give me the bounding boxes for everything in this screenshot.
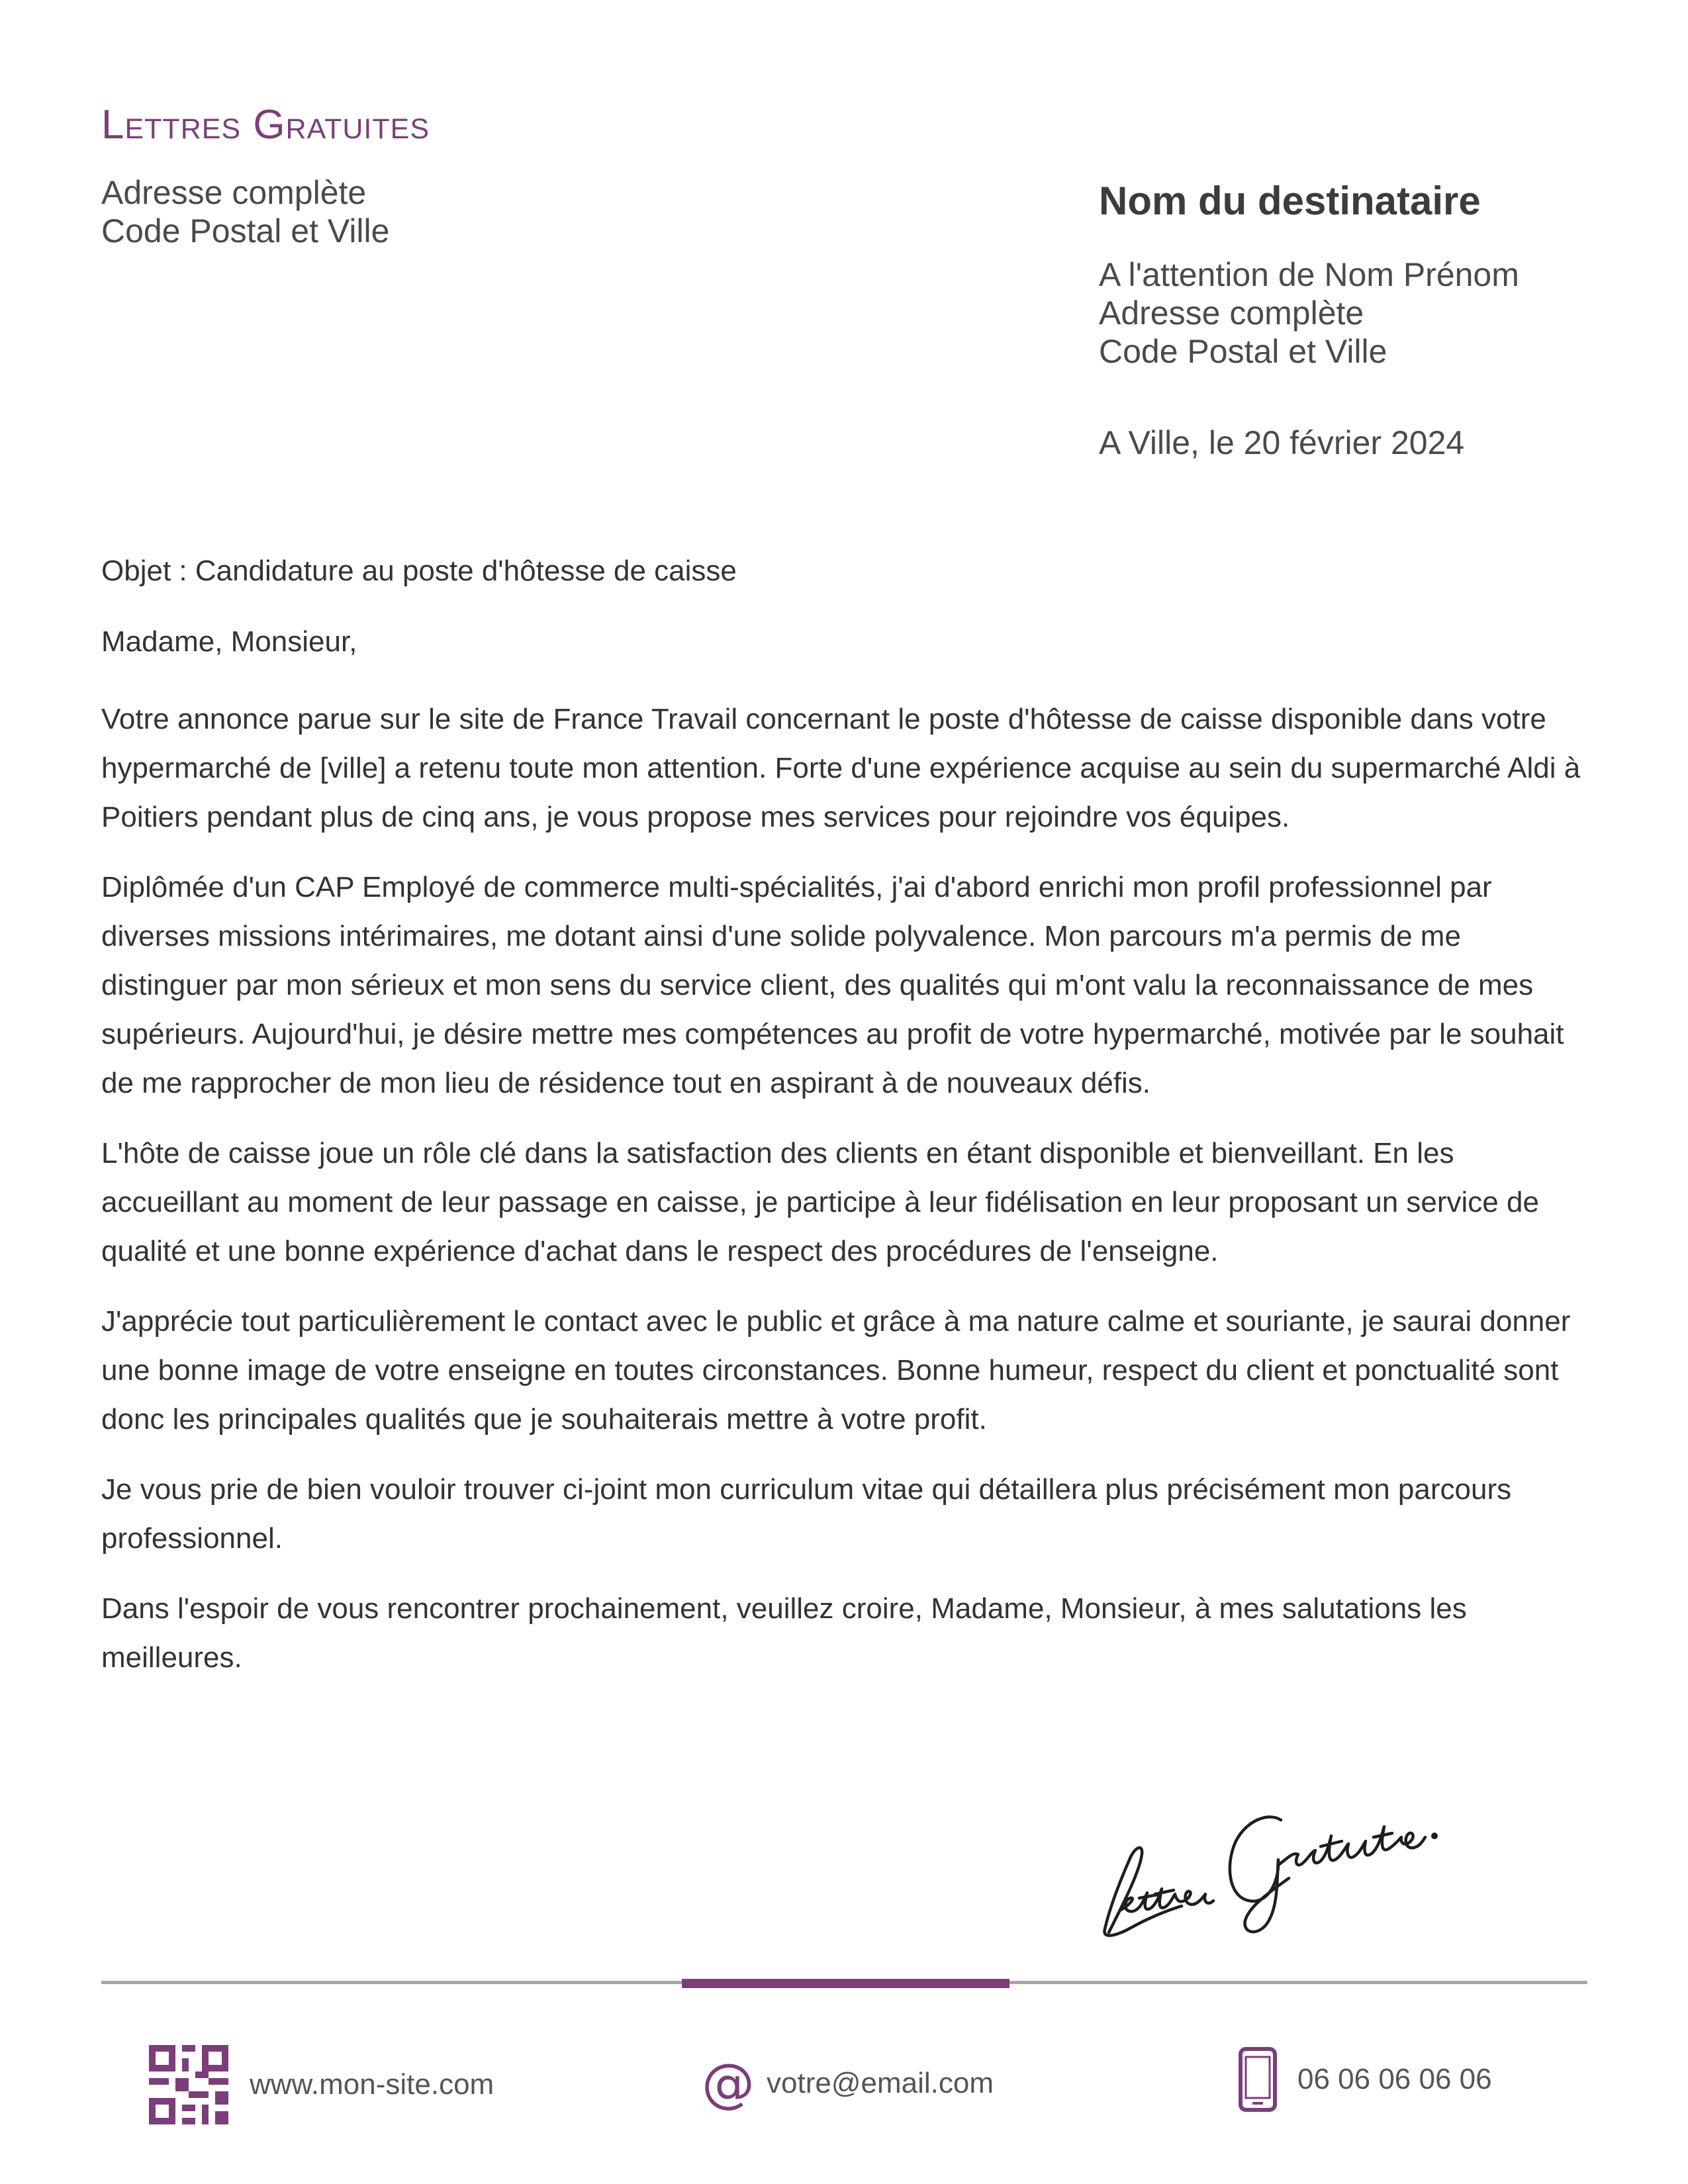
qr-code-icon — [149, 2045, 228, 2124]
footer-divider-accent — [682, 1979, 1009, 1988]
footer-email — [702, 2052, 994, 2114]
sender-address-line2: Code Postal et Ville — [101, 212, 390, 250]
sender-address — [101, 173, 389, 250]
email-text[interactable]: votre@email.com — [767, 2067, 994, 2099]
website-text[interactable]: www.mon-site.com — [250, 2068, 494, 2101]
body-paragraph: Votre annonce parue sur le site de France Travail concernant le poste d'hôtesse de caisse disponible dans votre hypermarché de [ville] a retenu toute mon attention. Forte d'une expérience acquise au sein du supermarché Aldi à Poitiers pendant plus de cinq ans, je vous propose mes services pour rejoindre vos équipes. — [101, 703, 1581, 833]
signature-image — [1096, 1780, 1440, 1942]
body-paragraph: J'apprécie tout particulièrement le contact avec le public et grâce à ma nature calme et souriante, je saurai donner une bonne image de votre enseigne en toutes circonstances. Bonne humeur, respect du client et ponctualité sont donc les principales qualités que je souhaiterais mettre à votre profit. — [101, 1305, 1571, 1435]
recipient-block — [1099, 176, 1628, 371]
body-paragraph: Je vous prie de bien vouloir trouver ci-joint mon curriculum vitae qui détaillera plus précisément mon parcours professionnel. — [101, 1473, 1512, 1555]
recipient-address-line2: Code Postal et Ville — [1099, 333, 1387, 370]
sender-name: Lettres Gratuites — [101, 102, 430, 148]
letter-object: Objet : Candidature au poste d'hôtesse de caisse — [101, 555, 737, 587]
signature-dot — [1431, 1833, 1438, 1839]
footer-website — [149, 2045, 494, 2124]
body-paragraph: L'hôte de caisse joue un rôle clé dans la satisfaction des clients en étant disponible et bienveillant. En les accueillant au moment de leur passage en caisse, je participe à leur fidélisation en leur proposant un service de qualité et une bonne expérience d'achat dans le respect des procédures de l'enseigne. — [101, 1137, 1539, 1267]
at-sign-icon: @ — [702, 2052, 755, 2114]
body-paragraph: Dans l'espoir de vous rencontrer prochainement, veuillez croire, Madame, Monsieur, à mes salutations les meilleures. — [101, 1592, 1467, 1674]
smartphone-icon — [1238, 2046, 1278, 2113]
recipient-name: Nom du destinataire — [1099, 179, 1481, 223]
letter-salutation: Madame, Monsieur, — [101, 625, 357, 658]
sender-address-line1: Adresse complète — [101, 174, 367, 211]
letter-date: A Ville, le 20 février 2024 — [1099, 424, 1465, 461]
phone-text[interactable]: 06 06 06 06 06 — [1297, 2063, 1492, 2095]
recipient-attention: A l'attention de Nom Prénom — [1099, 256, 1519, 293]
recipient-address-line1: Adresse complète — [1099, 295, 1364, 332]
letter-body — [101, 695, 1587, 1704]
footer-phone — [1238, 2046, 1492, 2113]
body-paragraph: Diplômée d'un CAP Employé de commerce multi-spécialités, j'ai d'abord enrichi mon profil professionnel par diverses missions intérimaires, me dotant ainsi d'une solide polyvalence. Mon parcours m'a permis de me distinguer par mon sérieux et mon sens du service client, des qualités qui m'ont valu la reconnaissance de mes supérieurs. Aujourd'hui, je désire mettre mes compétences au profit de votre hypermarché, motivée par le souhait de me rapprocher de mon lieu de résidence tout en aspirant à de nouveaux défis. — [101, 871, 1564, 1099]
